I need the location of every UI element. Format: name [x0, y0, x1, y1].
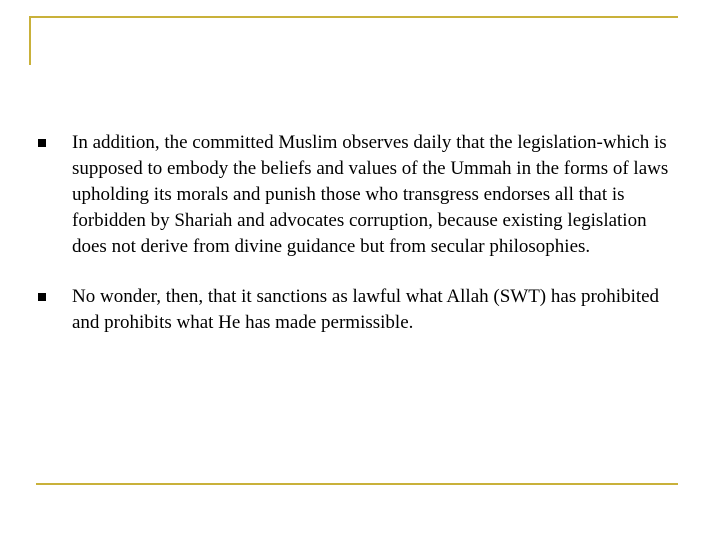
bullet-list — [36, 130, 686, 336]
square-bullet-icon — [38, 293, 46, 301]
bullet-item — [36, 284, 686, 336]
bottom-rule — [36, 483, 678, 485]
bullet-text: In addition, the committed Muslim observes daily that the legislation-which is supposed to embody the beliefs and values of the Ummah in the forms of laws upholding its morals and punish those who transgress endorses all that is forbidden by Shariah and advocates corruption, because existing legislation does not derive from divine guidance but from secular philosophies. — [72, 132, 669, 257]
top-rule — [29, 16, 678, 18]
bullet-item — [36, 130, 686, 260]
left-rule — [29, 16, 31, 65]
bullet-text: No wonder, then, that it sanctions as lawful what Allah (SWT) has prohibited and prohibits what He has made permissible. — [72, 286, 660, 333]
square-bullet-icon — [38, 139, 46, 147]
